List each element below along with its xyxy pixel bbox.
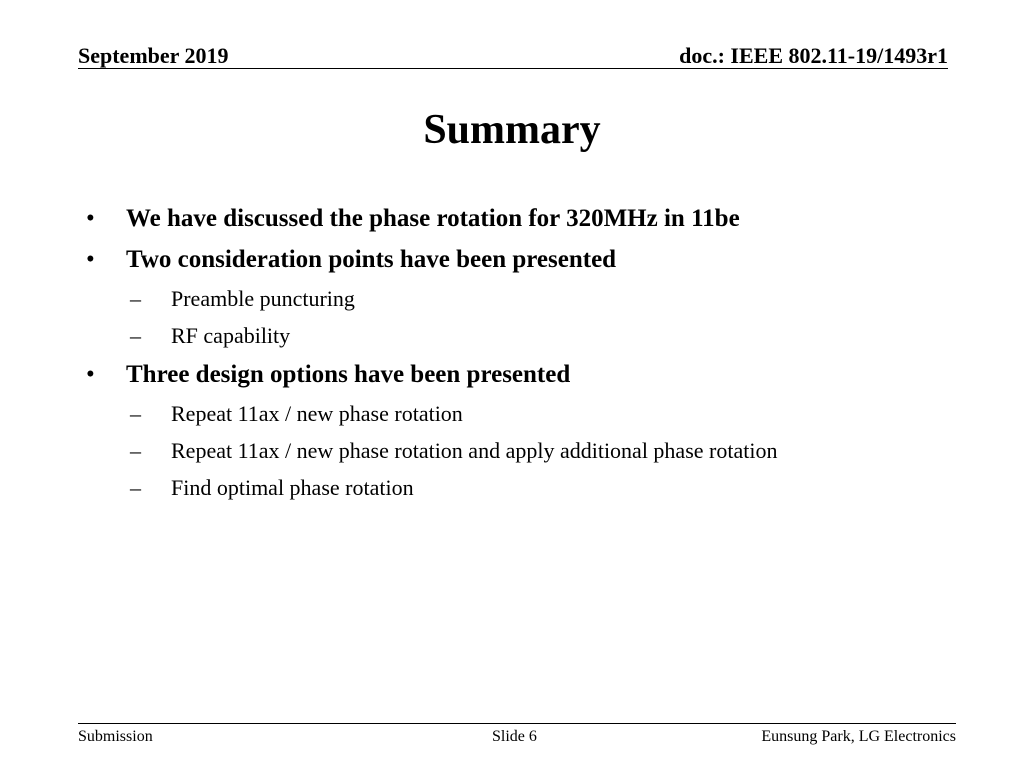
sub-bullet-text: Find optimal phase rotation <box>171 475 414 500</box>
sub-bullet-item <box>82 434 942 471</box>
sub-bullet-item <box>82 319 942 356</box>
sub-bullet-text: Preamble puncturing <box>171 286 355 311</box>
slide-title: Summary <box>423 107 601 153</box>
dash-icon: – <box>130 438 141 463</box>
sub-bullet-text: Repeat 11ax / new phase rotation <box>171 401 463 426</box>
header-doc-id: doc.: IEEE 802.11-19/1493r1 <box>679 43 948 68</box>
bullet-item <box>82 241 942 282</box>
footer-author: Eunsung Park, LG Electronics <box>761 728 956 745</box>
slide-header <box>78 40 948 69</box>
sub-bullet-item <box>82 397 942 434</box>
bullet-list <box>82 200 942 508</box>
bullet-item <box>82 200 942 241</box>
bullet-text: Three design options have been presented <box>126 361 571 388</box>
bullet-icon: • <box>86 361 95 388</box>
footer-submission: Submission <box>78 728 153 745</box>
sub-bullet-item <box>82 471 942 508</box>
dash-icon: – <box>130 401 141 426</box>
sub-bullet-text: RF capability <box>171 323 291 348</box>
bullet-item <box>82 356 942 397</box>
bullet-icon: • <box>86 246 95 273</box>
dash-icon: – <box>130 475 141 500</box>
dash-icon: – <box>130 323 141 348</box>
footer-slide-number: Slide 6 <box>492 728 537 745</box>
bullet-icon: • <box>86 205 95 232</box>
bullet-text: We have discussed the phase rotation for 320MHz in 11be <box>126 205 740 232</box>
dash-icon: – <box>130 286 141 311</box>
bullet-text: Two consideration points have been presented <box>126 246 617 273</box>
header-date: September 2019 <box>78 43 229 68</box>
footer-divider <box>78 723 956 724</box>
sub-bullet-text: Repeat 11ax / new phase rotation and apply additional phase rotation <box>171 438 778 463</box>
sub-bullet-item <box>82 282 942 319</box>
